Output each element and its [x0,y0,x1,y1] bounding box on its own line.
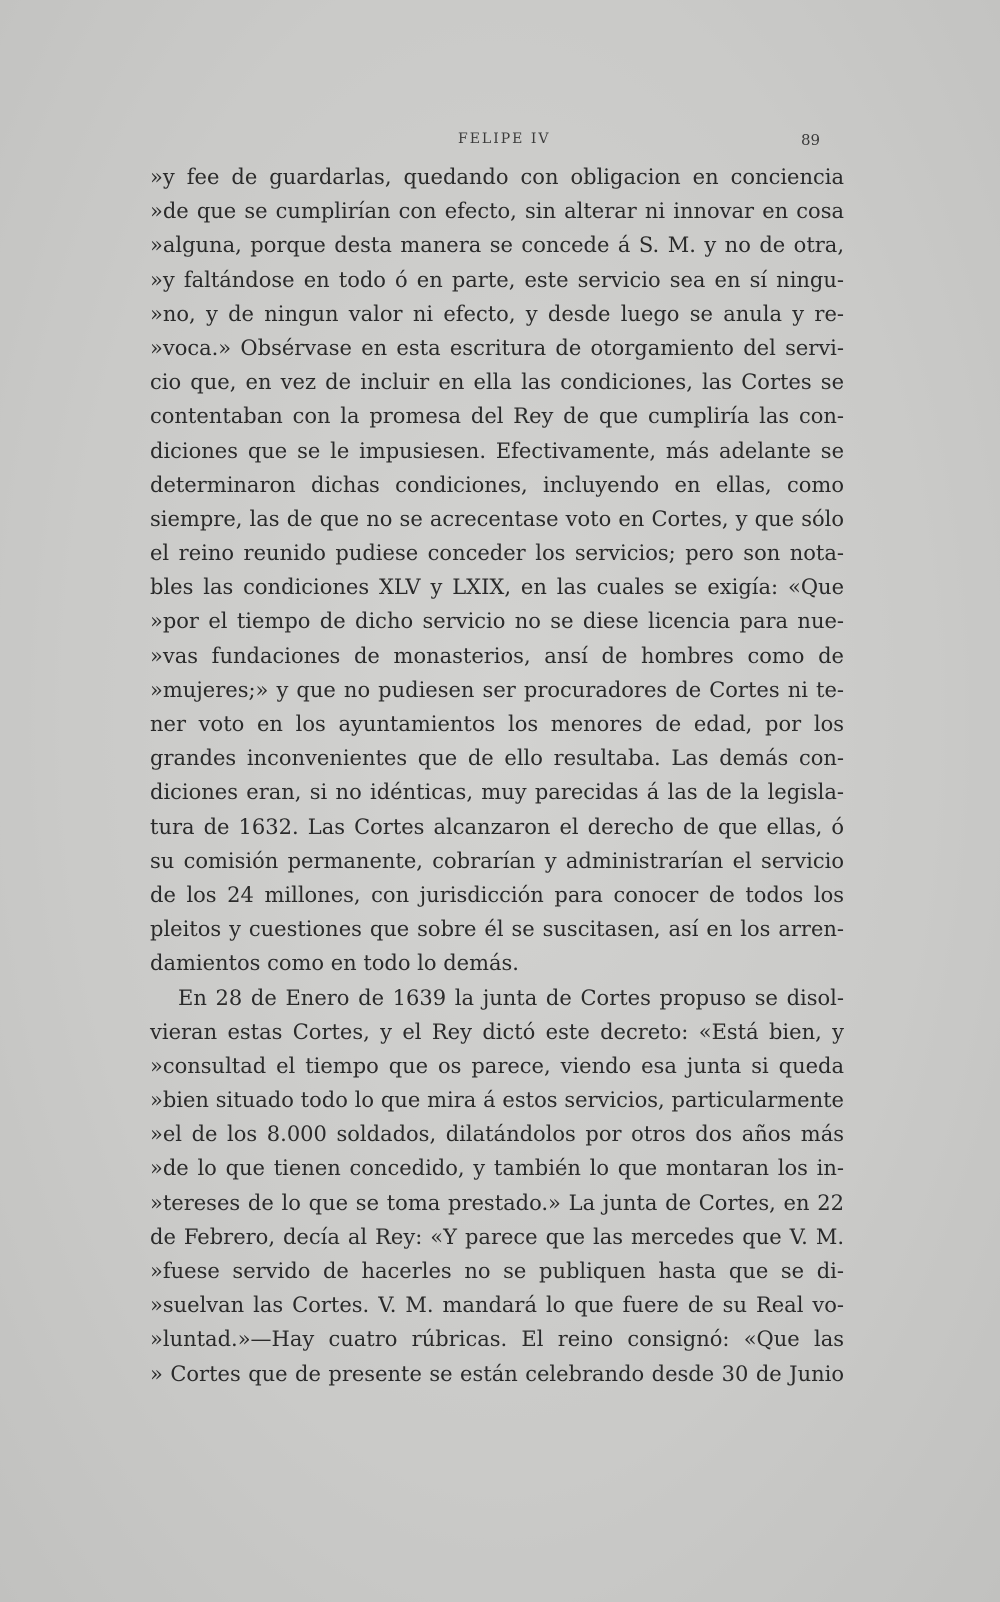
text-line: »por el tiempo de dicho servicio no se diese licencia para nue- [150,609,844,634]
text-line: pleitos y cuestiones que sobre él se suscitasen, así en los arren- [150,917,844,942]
text-line: » Cortes que de presente se están celebrando desde 30 de Junio [150,1361,844,1386]
text-line: vieran estas Cortes, y el Rey dictó este decreto: «Está bien, y [150,1019,844,1044]
text-line: »de lo que tienen concedido, y también lo que montaran los in- [150,1156,844,1181]
text-line: siempre, las de que no se acrecentase voto en Cortes, y que sólo [150,506,844,531]
section-title: FELIPE IV [458,131,551,147]
text-line: damientos como en todo lo demás. [150,951,519,976]
text-line: »de que se cumplirían con efecto, sin alterar ni innovar en cosa [150,199,844,224]
text-line: el reino reunido pudiese conceder los servicios; pero son nota- [150,541,844,566]
page-number: 89 [801,131,821,149]
body-text [150,160,844,1391]
text-line: »luntad.»—Hay cuatro rúbricas. El reino consignó: «Que las [150,1327,844,1352]
text-line: cio que, en vez de incluir en ella las condiciones, las Cortes se [150,370,844,395]
text-line: En 28 de Enero de 1639 la junta de Cortes propuso se disol- [178,985,844,1010]
text-line: »el de los 8.000 soldados, dilatándolos por otros dos años más [150,1122,844,1147]
text-line: de los 24 millones, con jurisdicción para conocer de todos los [150,882,844,907]
text-line: bles las condiciones XLV y LXIX, en las cuales se exigía: «Que [150,575,844,600]
text-line: su comisión permanente, cobrarían y administrarían el servicio [150,848,844,873]
text-line: »no, y de ningun valor ni efecto, y desde luego se anula y re- [150,301,844,326]
text-line: »suelvan las Cortes. V. M. mandará lo que fuere de su Real vo- [150,1293,844,1318]
text-line: »voca.» Obsérvase en esta escritura de otorgamiento del servi- [150,335,844,360]
text-line: tura de 1632. Las Cortes alcanzaron el derecho de que ellas, ó [150,814,844,839]
text-line: »bien situado todo lo que mira á estos servicios, particularmente [150,1088,844,1113]
text-line: »tereses de lo que se toma prestado.» La junta de Cortes, en 22 [150,1190,844,1215]
text-line: »vas fundaciones de monasterios, ansí de hombres como de [150,643,844,668]
text-line: »alguna, porque desta manera se concede á S. M. y no de otra, [150,233,844,258]
text-line: diciones que se le impusiesen. Efectivamente, más adelante se [150,438,844,463]
running-head [0,131,1000,155]
text-line: diciones eran, si no idénticas, muy parecidas á las de la legisla- [150,780,844,805]
text-line: contentaban con la promesa del Rey de que cumpliría las con- [150,404,844,429]
text-line: »y faltándose en todo ó en parte, este servicio sea en sí ningu- [150,267,844,292]
text-line: »y fee de guardarlas, quedando con obligacion en conciencia [150,165,844,189]
text-line: de Febrero, decía al Rey: «Y parece que las mercedes que V. M. [150,1224,844,1249]
text-line: »mujeres;» y que no pudiesen ser procuradores de Cortes ni te- [150,677,844,702]
text-line: »consultad el tiempo que os parece, viendo esa junta si queda [150,1053,844,1078]
text-line: »fuese servido de hacerles no se publiquen hasta que se di- [150,1259,844,1283]
text-line: grandes inconvenientes que de ello resultaba. Las demás con- [150,746,844,771]
text-line: determinaron dichas condiciones, incluyendo en ellas, como [150,472,844,497]
text-line: ner voto en los ayuntamientos los menores de edad, por los [150,712,844,736]
